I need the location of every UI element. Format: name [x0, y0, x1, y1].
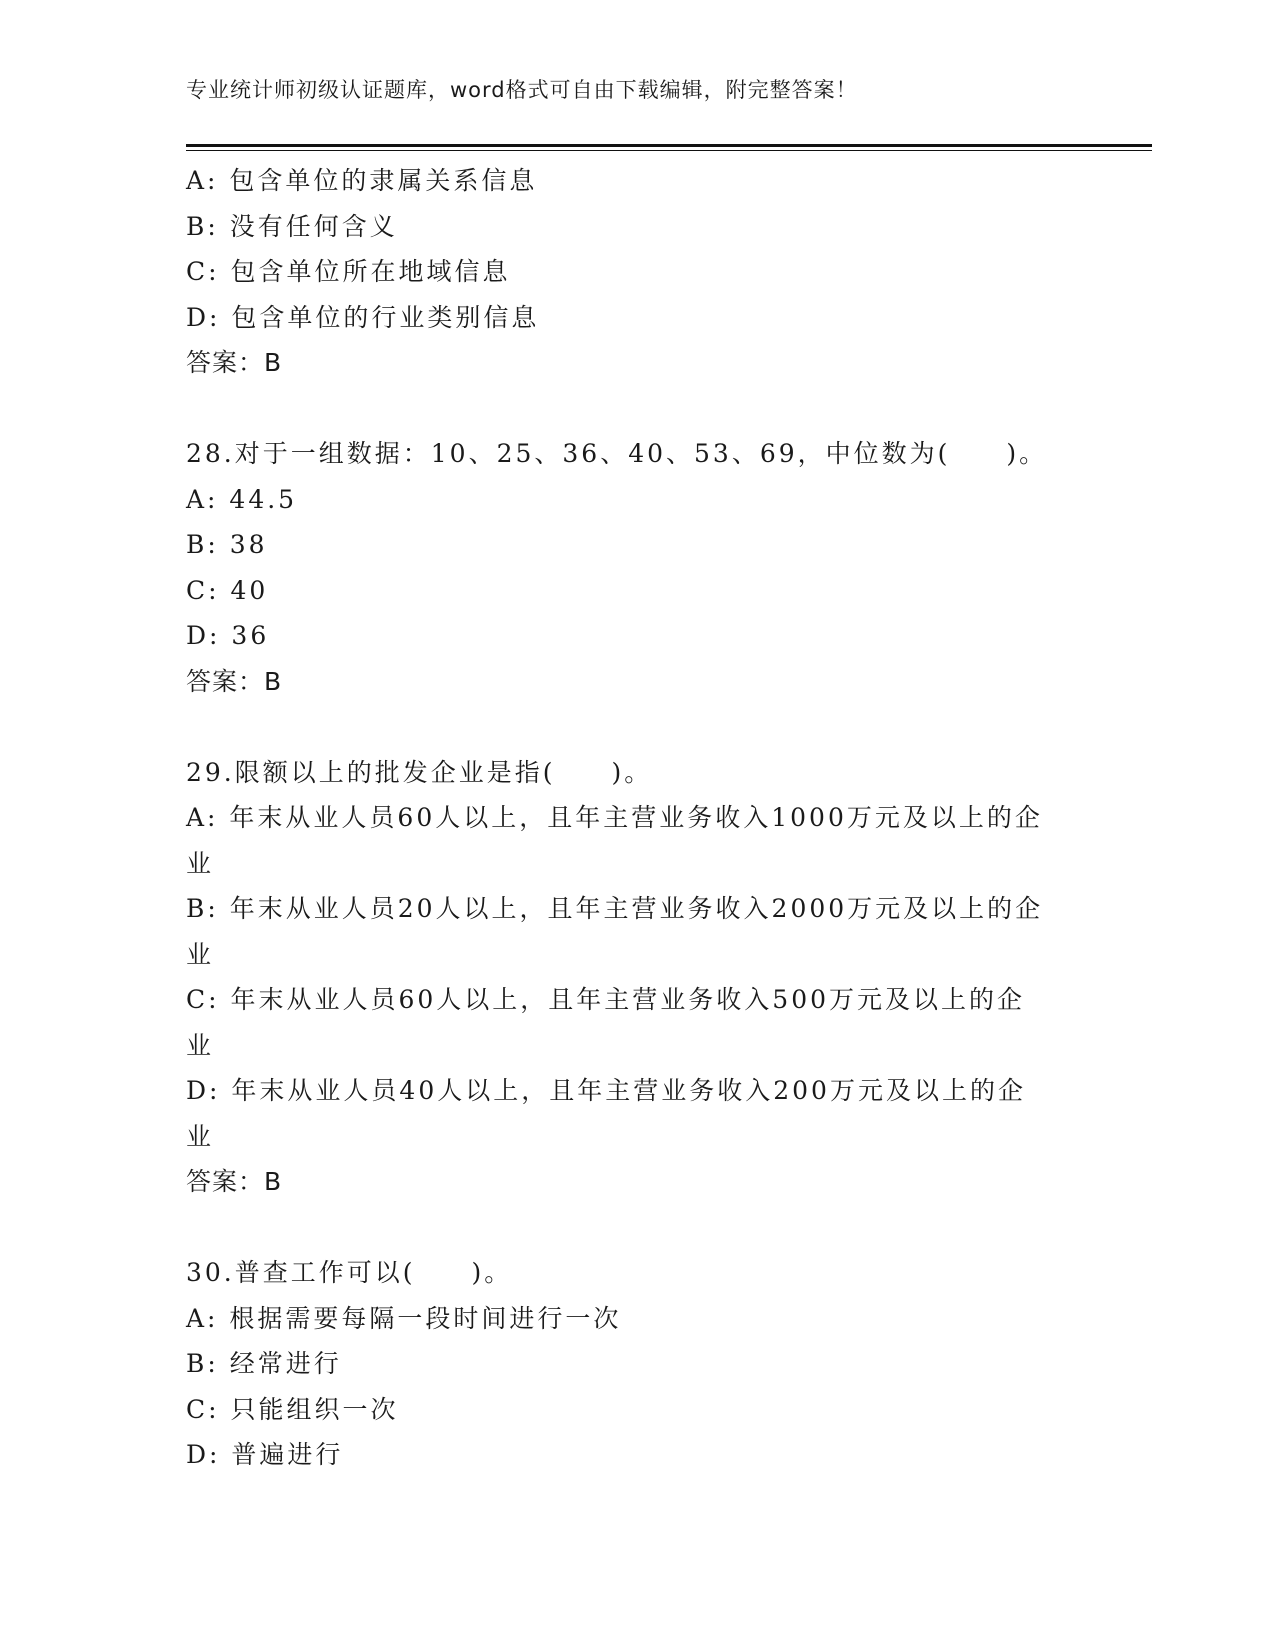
question-text: 29.限额以上的批发企业是指( )。 — [186, 757, 653, 787]
header-rule-thin — [186, 150, 1152, 151]
option-c-continued: 业 — [186, 1030, 215, 1060]
option-d: D: 普遍进行 — [186, 1440, 344, 1469]
option-c: C: 年末从业人员60人以上，且年主营业务收入500万元及以上的企 — [186, 985, 1026, 1014]
question-text: 30.普查工作可以( )。 — [186, 1258, 513, 1287]
option-d: D: 年末从业人员40人以上，且年主营业务收入200万元及以上的企 — [186, 1076, 1026, 1105]
answer-line: 答案：B — [186, 1167, 283, 1196]
question-29-block — [186, 750, 1086, 1205]
option-d-continued: 业 — [186, 1121, 215, 1151]
option-d: D: 包含单位的行业类别信息 — [186, 302, 540, 332]
option-c: C: 40 — [186, 575, 269, 605]
option-b: B: 经常进行 — [186, 1349, 342, 1378]
option-a: A: 包含单位的隶属关系信息 — [186, 166, 538, 195]
spacer — [186, 1205, 1086, 1251]
option-b: B: 没有任何含义 — [186, 211, 398, 241]
spacer — [186, 386, 1086, 432]
option-d: D: 36 — [186, 621, 270, 650]
spacer — [186, 704, 1086, 750]
option-a: A: 44.5 — [186, 484, 298, 514]
page-header: 专业统计师初级认证题库，word格式可自由下载编辑，附完整答案！ — [186, 78, 858, 102]
option-b: B: 年末从业人员20人以上，且年主营业务收入2000万元及以上的企 — [186, 894, 1044, 923]
option-b: B: 38 — [186, 530, 268, 559]
option-a-continued: 业 — [186, 848, 215, 878]
header-rule-thick — [186, 144, 1152, 147]
answer-line: 答案：B — [186, 666, 283, 696]
option-c: C: 包含单位所在地域信息 — [186, 257, 511, 286]
option-b-continued: 业 — [186, 939, 215, 969]
option-c: C: 只能组织一次 — [186, 1394, 399, 1424]
option-a: A: 根据需要每隔一段时间进行一次 — [186, 1303, 622, 1333]
question-text: 28.对于一组数据：10、25、36、40、53、69，中位数为( )。 — [186, 439, 1048, 468]
option-a: A: 年末从业人员60人以上，且年主营业务收入1000万元及以上的企 — [186, 803, 1043, 832]
question-30-block — [186, 1250, 1086, 1478]
question-27-block — [186, 158, 1086, 386]
answer-line: 答案：B — [186, 348, 283, 377]
question-28-block — [186, 431, 1086, 704]
question-content — [186, 158, 1086, 1478]
